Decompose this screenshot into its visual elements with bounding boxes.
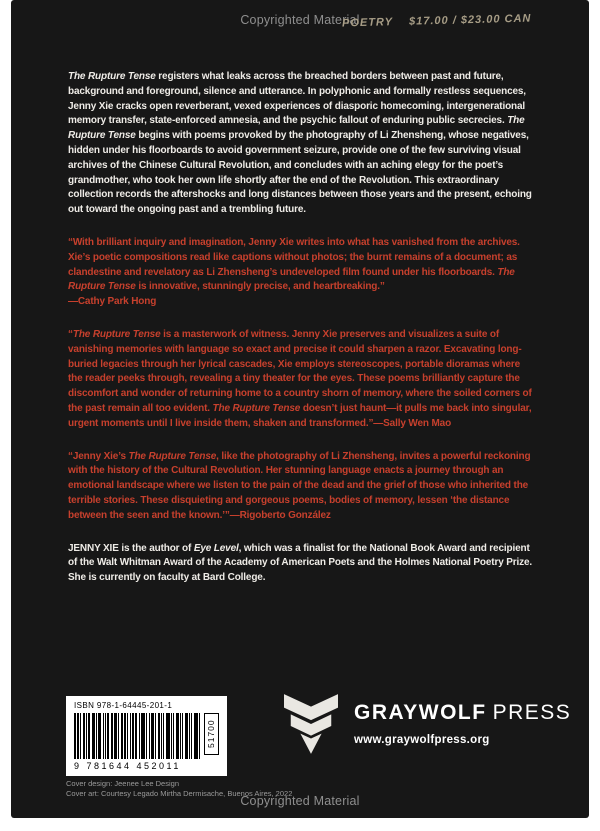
barcode-digits: 9 781644 452011 — [74, 761, 181, 771]
publisher-name-graywolf: GRAYWOLF — [354, 701, 487, 724]
cover-design-credit: Cover design: Jeenee Lee Design — [66, 779, 179, 788]
barcode — [74, 713, 200, 759]
book-description: The Rupture Tense registers what leaks across the breached borders between past and future, background and foreground, silence and utterance. In polyphonic and formally restless sequences, Jenny Xie cracks open reverberant, vexed experiences of diasporic homecoming, intergenerational memory transfer, state-enforced amnesia, and the psychic fallout of enduring public secrecies. The Rupture Tense begins with poems provoked by the photography of Li Zhensheng, whose negatives, hidden under his floorboards to avoid government seizure, provide one of the few surviving visual archives of the Chinese Cultural Revolution, and concludes with an aching elegy for the poet’s grandmother, who took her own life shortly after the end of the Revolution. This extraordinary collection records the aftershocks and long distances between those years and the present, echoing out toward the ongoing past and a trembling future. — [68, 71, 532, 216]
book-back-cover — [11, 0, 589, 818]
barcode-price-code: 51700 — [204, 713, 219, 755]
publisher-text — [354, 692, 571, 746]
blurb-cathy-park-hong — [68, 236, 536, 310]
author-bio: JENNY XIE is the author of Eye Level, which was a finalist for the National Book Award and recipient of the Walt Whitman Award of the Academy of American Poets and the Holmes National Poetry Prize. She is currently on faculty at Bard College. — [68, 542, 533, 584]
blurb-text: “With brilliant inquiry and imagination, Jenny Xie writes into what has vanished from the archives. Xie’s poetic compositions read like captions without photos; the burnt remains of a document; as clandestine and revelatory as Li Zhensheng’s undeveloped film found under his floorboards. The Rupture Tense is innovative, stunningly precise, and heartbreaking.” — [68, 236, 520, 293]
copyright-notice-top: Copyrighted Material — [240, 13, 360, 27]
back-cover-text — [68, 70, 536, 586]
graywolf-logo-icon — [284, 692, 338, 758]
isbn-label: ISBN 978-1-64445-201-1 — [74, 701, 173, 710]
barcode-area — [74, 713, 221, 759]
barcode-panel — [66, 696, 227, 776]
category-price-note: POETRY $17.00 / $23.00 CAN — [341, 12, 532, 30]
publisher-name — [354, 701, 571, 725]
blurb-sally-wen-mao — [68, 328, 536, 432]
publisher-name-press: PRESS — [492, 701, 572, 724]
blurb-attribution: —Cathy Park Hong — [68, 296, 157, 308]
blurb-text: “The Rupture Tense is a masterwork of witness. Jenny Xie preserves and visualizes a suite of vanishing memories with language so exact and precise it could sharpen a razor. Excavating long-buried legacies through her lyrical cascades, Xie employs stereoscopes, portable dioramas where the reader peeks through, revealing a tiny theater for the eyes. These poems brilliantly capture the discomfort and wonder of returning home to a country shorn of memory, where the soiled corners of the past remain all too evident. The Rupture Tense doesn’t just haunt—it pulls me back into singular, urgent moments until I live inside them, shaken and transformed.”—Sally Wen Mao — [68, 328, 532, 429]
blurb-text: “Jenny Xie’s The Rupture Tense, like the photography of Li Zhensheng, invites a powerful reckoning with the history of the Cultural Revolution. Her stunning language enacts a journey through an emotional landscape where we listen to the pain of the dead and the grief of those who inherited the terrible stories. These disquieting and gorgeous poems, bodies of memory, lessen ‘the distance between the seen and the known.’”—Rigoberto González — [68, 450, 531, 521]
copyright-notice-bottom: Copyrighted Material — [240, 794, 360, 808]
publisher-url: www.graywolfpress.org — [354, 734, 490, 746]
publisher-block — [284, 692, 571, 758]
cover-art-credit: Cover art: Courtesy Legado Mirtha Dermisache, Buenos Aires, 2022 — [66, 789, 293, 798]
blurb-rigoberto-gonzalez — [68, 450, 536, 524]
